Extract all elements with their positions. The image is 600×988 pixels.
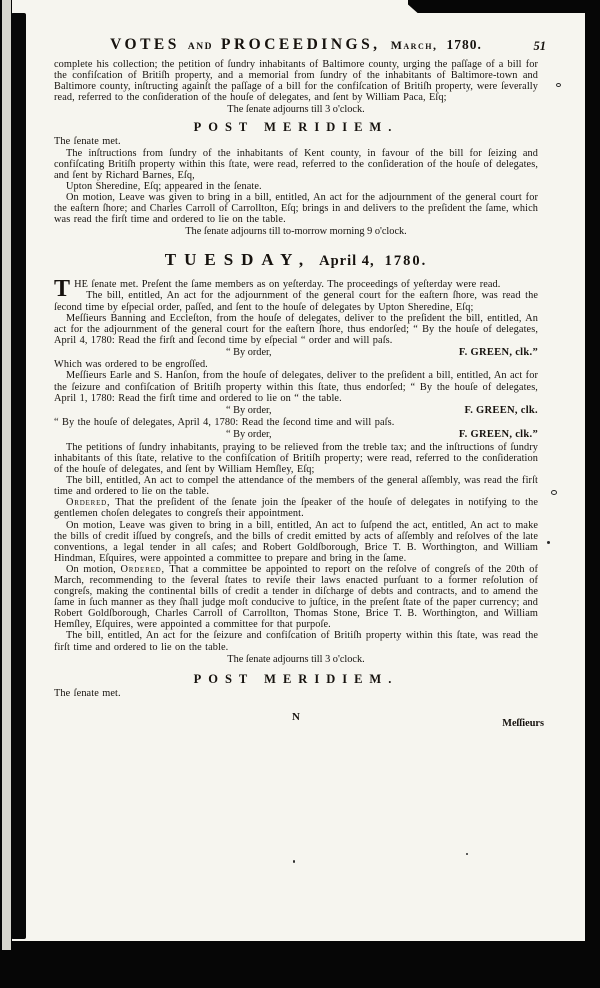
ordered-small-caps: Ordered, [66, 497, 111, 509]
paragraph-petitions-treble-tax: The petitions of ſundry inhabitants, praying to be relieved from the treble tax; and the inſtructions of ſundry inhabitants of this ſtate, relative to the confiſcation of Britiſh property; were read, referred to the conſideration of the houſe of delegates, and ſent by William Hemſley, Eſq; [54, 441, 538, 476]
header-title-year: 1780. [446, 37, 482, 52]
line-sheredine-appeared: Upton Sheredine, Eſq; appeared in the ſenate. [66, 180, 262, 192]
adjournment-line-tomorrow: The ſenate adjourns till to-morrow morning 9 o'clock. [185, 226, 407, 238]
header-title-votes: VOTES [110, 36, 180, 53]
paragraph-ordered-president [54, 497, 538, 519]
motion-pre-text: On motion, [66, 563, 121, 575]
gutter-shadow [11, 13, 26, 939]
scan-speck [293, 860, 295, 863]
paragraph-earle-hanson: Meſſieurs Earle and S. Hanſon, from the houſe of delegates, deliver to the preſident a bill, entitled, An act for the ſeizure and confiſcation of Britiſh property within this ſtate, thus endorſed; “ By the houſe of delegates, April 1, 1780: Read the firſt time and ordered to lie on “ the table. [54, 370, 538, 404]
paragraph-banning-eccleston: Meſſieurs Banning and Eccleſton, from the houſe of delegates, deliver to the preſident the bill, entitled, An act for the adjournment of the general court for the eaſtern ſhore, thus endorſed; “ By the houſe of delegates, April 4, 1780: Read the firſt and ſecond time by eſpecial “ order and will paſs. [54, 312, 538, 346]
by-order-label: “ By order, [226, 404, 272, 416]
page-content [54, 0, 546, 729]
catchword: Meſſieurs [502, 717, 544, 729]
scan-speck [551, 490, 557, 495]
paragraph-motion-suspend: On motion, Leave was given to bring in a bill, entitled, An act to ſuſpend the act, entitled, An act to make the bills of credit iſſued by congreſs, and the bills of credit emitted by acts of aſſembly and reſolves of the late conventions, a legal tender in all caſes; and Robert Goldſborough, Brice T. B. Worthington, and William Hindman, Eſquires, were appointed a committee to prepare and bring in the ſame. [54, 519, 538, 564]
dropcap-paragraph-text: HE ſenate met. Preſent the ſame members as on yeſterday. The proceedings of yeſterday were read. [74, 279, 501, 291]
heading-day: TUESDAY, [164, 250, 312, 270]
drop-cap: T [54, 276, 71, 303]
by-order-line-1 [54, 347, 538, 359]
motion-rest-text: That a committee be appointed to report on the reſolve of congreſs of the 20th of March, recommending to the ſeveral ſtates to reviſe their laws enacted purſuant to a former reſolution of congreſs, making the continental bills of credit a tender in diſcharge of debts and contracts, and to amend the ſame in ſuch manner as they ſhall judge moſt conducive to juſtice, in the preſent ſtate of the paper currency; and Robert Goldſborough, Charles Carroll of Carrollton, Thomas Stone, Brice T. B. Worthington, and William Hemſley, Eſquires, were appointed a committee for that purpoſe. [54, 563, 539, 631]
adjournment-line-final: The ſenate adjourns till 3 o'clock. [227, 653, 365, 665]
section-heading-post-meridiem: POST MERIDIEM. [193, 120, 399, 135]
paragraph-kent-instructions: The inſtructions from ſundry of the inhabitants of Kent county, in favour of the bill for ſeizing and confiſcating Britiſh property within this ſtate, were read, referred to the conſideration of the houſe of delegates, and ſent by Richard Barnes, Eſq, [54, 147, 538, 181]
line-senate-met: The ſenate met. [54, 136, 121, 148]
paragraph-continuation: complete his collection; the petition of ſundry inhabitants of Baltimore county, urging the paſſage of a bill for the confiſcation of Britiſh property, and a memorial from ſundry of the inhabitants of Baltimore-town and Baltimore county, inſtructing againſt the paſſage of a bill for the confiſcation of Britiſh property, were ſeverally read, referred to the conſideration of the houſe of delegates, and ſent by William Paca, Eſq; [54, 59, 538, 104]
by-order-label: “ By order, [226, 429, 272, 441]
page-footer [54, 707, 544, 729]
running-header [54, 36, 546, 54]
clerk-signature: F. GREEN, clk. [464, 404, 538, 416]
scan-left-edge [2, 0, 11, 950]
page-number: 51 [533, 39, 546, 53]
clerk-signature: F. GREEN, clk.” [458, 429, 538, 441]
scan-speck [556, 83, 561, 87]
paragraph-bill-adjournment: The bill, entitled, An act for the adjournment of the general court for the eaſtern ſhore, was read the ſecond time by eſpecial order, paſſed, and ſent to the houſe of delegates by Upton Sheredine, Eſq; [54, 290, 538, 313]
section-heading-tuesday [54, 250, 538, 271]
paragraph-motion-adjournment: On motion, Leave was given to bring in a bill, entitled, An act for the adjournment of the general court for the eaſtern ſhore; and Charles Carroll of Carrollton, Eſq; brings in and delivers to the preſident the ſame, which was read the firſt time and ordered to lie on the table. [54, 191, 538, 226]
adjournment-line: The ſenate adjourns till 3 o'clock. [227, 104, 365, 116]
clerk-signature: F. GREEN, clk.” [458, 346, 538, 358]
heading-year: 1780. [384, 253, 428, 270]
header-title-month: March, [390, 38, 438, 52]
ordered-text: That the preſident of the ſenate join the ſpeaker of the houſe of delegates in notifying to the gentlemen choſen delegates to congreſs their appointment. [54, 497, 538, 520]
scan-speck [547, 541, 550, 544]
signature-mark: N [292, 710, 300, 723]
scan-speck [466, 853, 468, 855]
by-order-line-2 [54, 405, 538, 417]
ordered-small-caps: Ordered, [120, 563, 165, 575]
section-heading-post-meridiem-2: POST MERIDIEM. [193, 671, 399, 686]
header-title-proceedings: PROCEEDINGS, [221, 36, 381, 53]
line-second-reading: “ By the houſe of delegates, April 4, 1780: Read the ſecond time and will paſs. [54, 417, 395, 429]
line-engrossed: Which was ordered to be engroſſed. [54, 359, 208, 371]
paragraph-motion-ordered-committee [54, 564, 538, 631]
heading-date: April 4, [319, 253, 375, 270]
paragraph-bill-seizure-read: The bill, entitled, An act for the ſeizure and confiſcation of Britiſh property within this ſtate, was read the firſt time and ordered to lie on the table. [54, 630, 538, 653]
line-senate-met-2: The ſenate met. [54, 687, 121, 699]
header-title-and: AND [187, 42, 213, 52]
by-order-label: “ By order, [226, 346, 272, 358]
paragraph-bill-compel: The bill, entitled, An act to compel the attendance of the members of the general aſſembly, was read the firſt time and ordered to lie on the table. [54, 475, 538, 498]
by-order-line-3 [54, 429, 538, 441]
